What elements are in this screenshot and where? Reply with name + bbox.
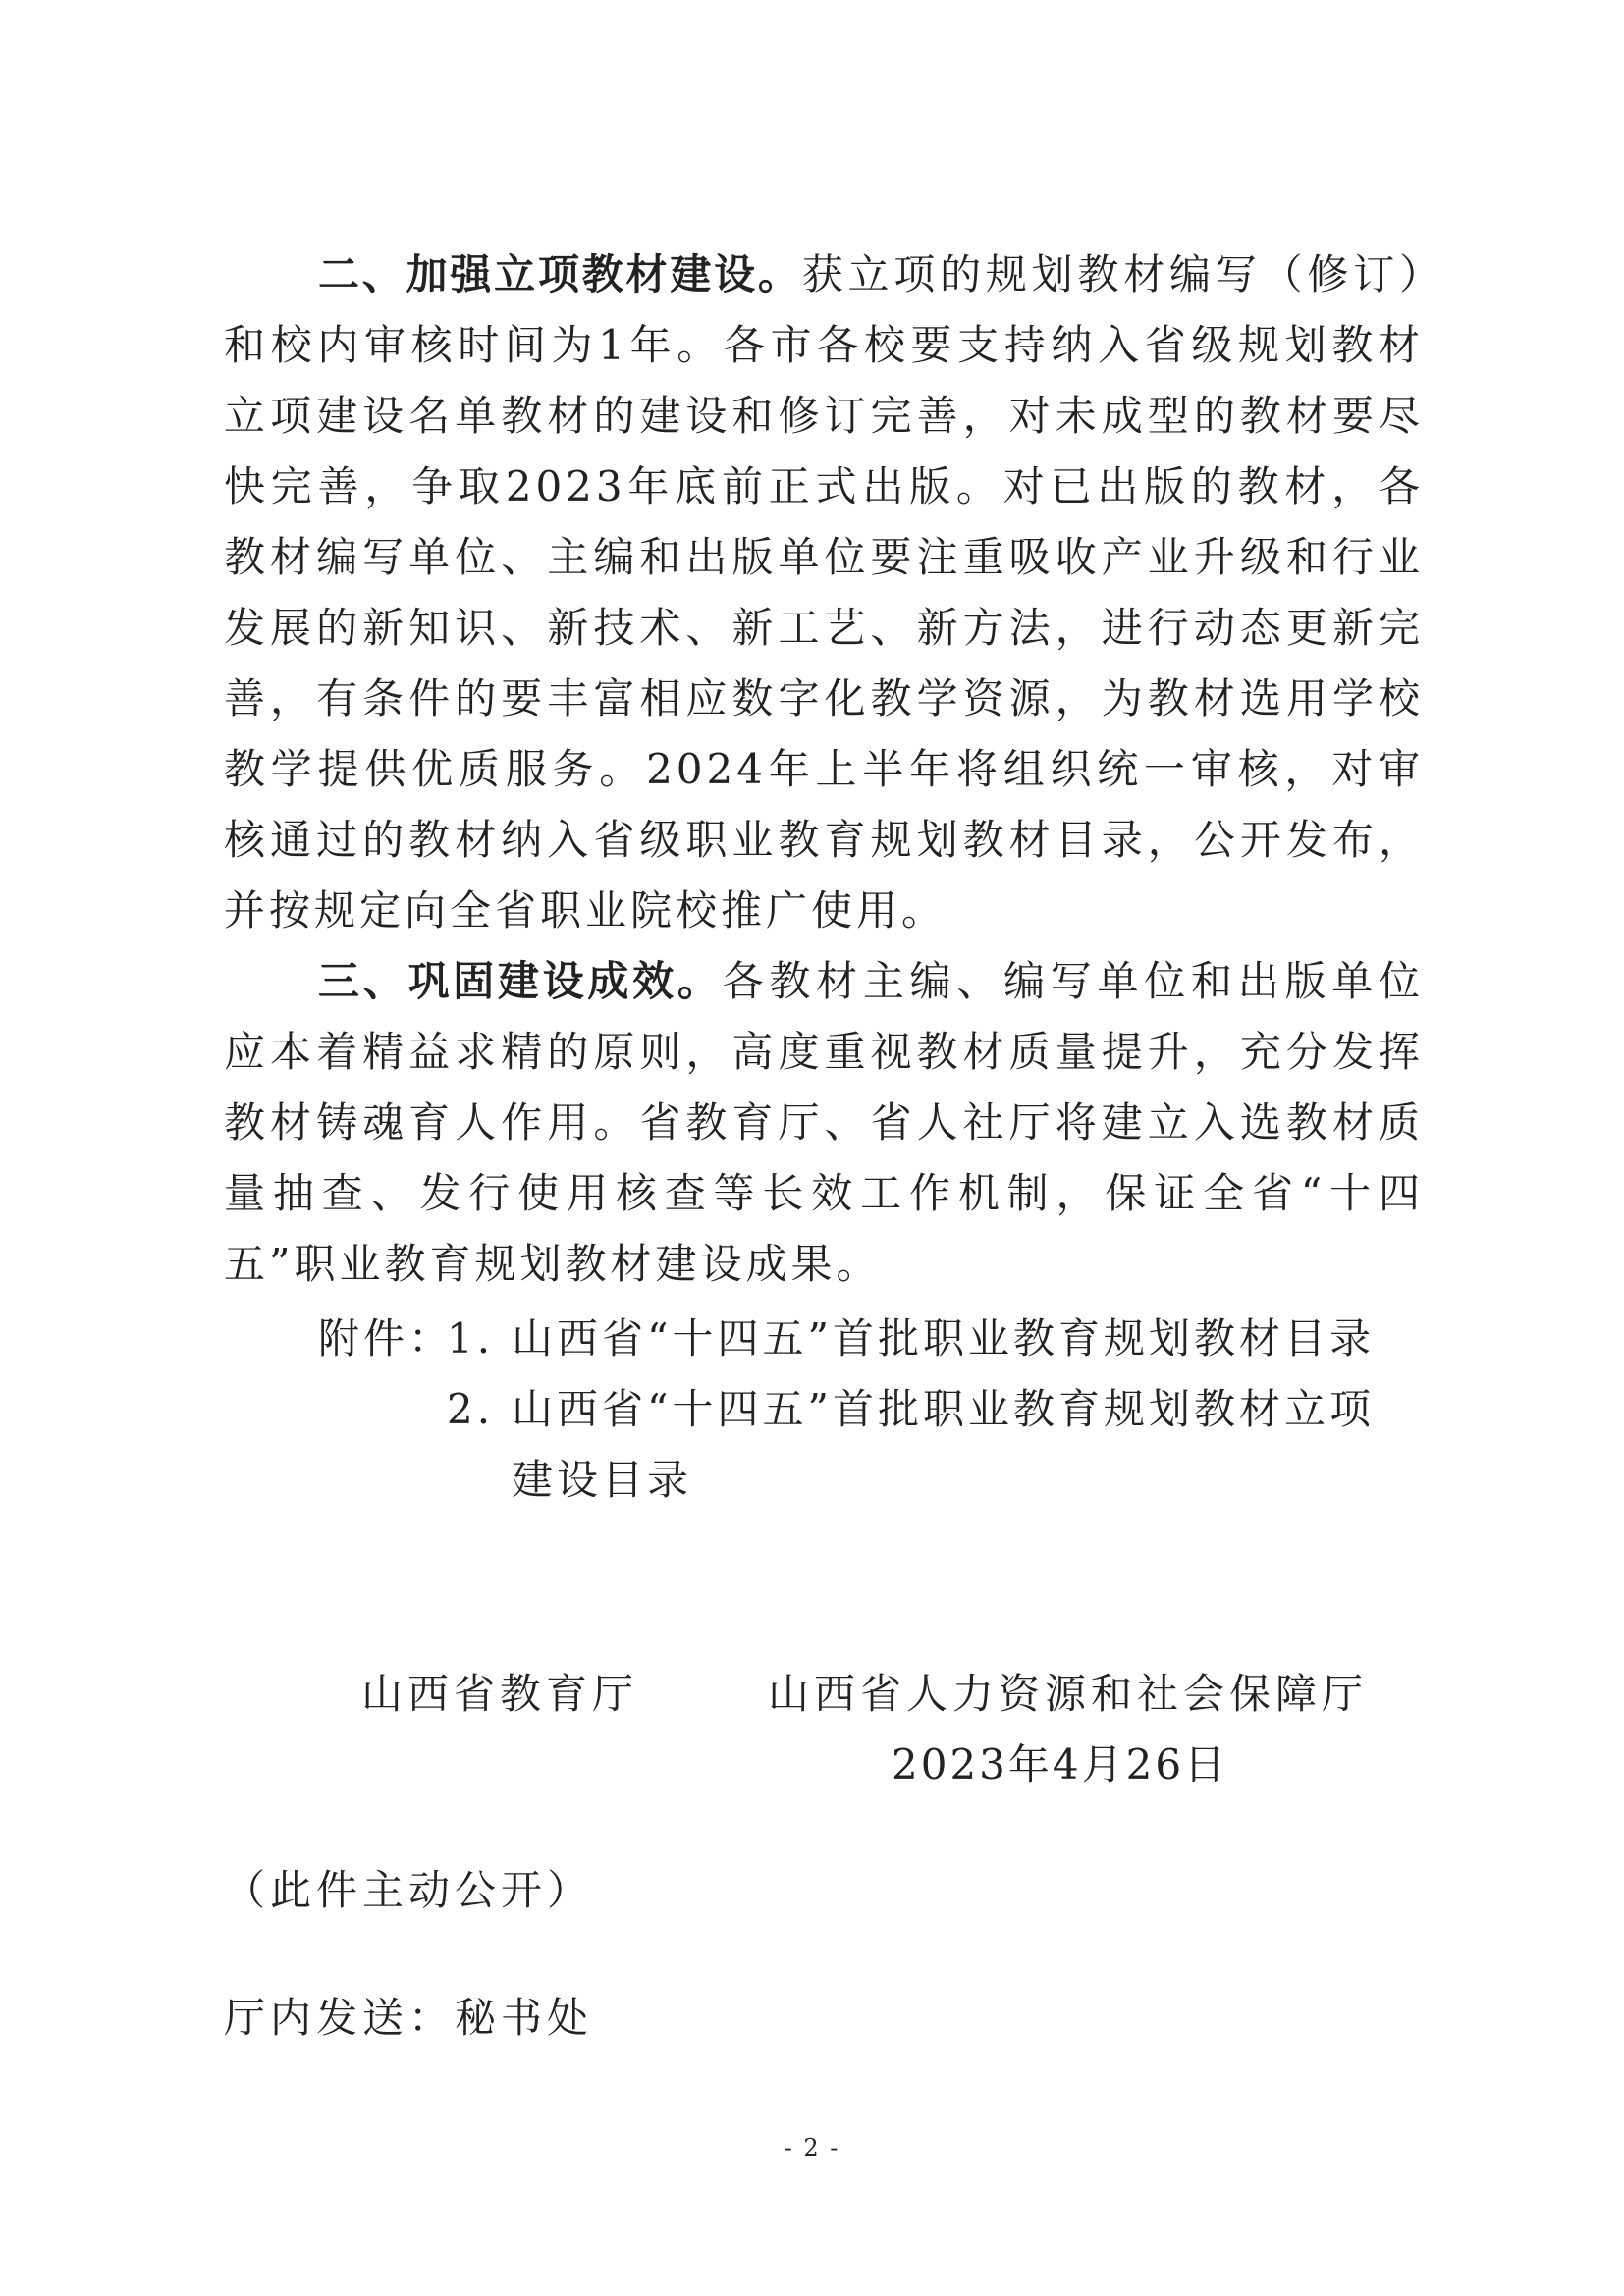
issuer-education-department: 山西省教育厅 bbox=[361, 1670, 639, 1718]
attachment-number: 1. bbox=[447, 1314, 495, 1362]
issue-date: 2023年4月26日 bbox=[892, 1740, 1229, 1789]
disclosure-note: （此件主动公开） bbox=[224, 1866, 594, 1914]
section-heading: 二、加强立项教材建设。 bbox=[318, 250, 802, 298]
attachment-item bbox=[447, 1374, 1419, 1516]
section-strengthen-project-textbooks bbox=[224, 240, 1424, 946]
attachment-item bbox=[447, 1304, 1375, 1374]
attachments-label: 附件： bbox=[318, 1314, 455, 1362]
internal-distribution: 厅内发送：秘书处 bbox=[224, 1994, 594, 2042]
attachment-title: 山西省“十四五”首批职业教育规划教材目录 bbox=[512, 1314, 1375, 1362]
section-body: 获立项的规划教材编写（修订）和校内审核时间为1年。各市各校要支持纳入省级规划教材立项建设名单教材的建设和修订完善，对未成型的教材要尽快完善，争取2023年底前正式出版。对已出版的教材，各教材编写单位、主编和出版单位要注重吸收产业升级和行业发展的新知识、新技术、新工艺、新方法，进行动态更新完善，有条件的要丰富相应数字化教学资源，为教材选用学校教学提供优质服务。2024年上半年将组织统一审核，对审核通过的教材纳入省级职业教育规划教材目录，公开发布，并按规定向全省职业院校推广使用。 bbox=[224, 250, 1424, 934]
section-body: 各教材主编、编写单位和出版单位应本着精益求精的原则，高度重视教材质量提升，充分发挥教材铸魂育人作用。省教育厅、省人社厅将建立入选教材质量抽查、发行使用核查等长效工作机制，保证全省“十四五”职业教育规划教材建设成果。 bbox=[224, 957, 1424, 1288]
section-consolidate-results bbox=[224, 946, 1424, 1300]
issuer-human-resources-department: 山西省人力资源和社会保障厅 bbox=[768, 1670, 1369, 1718]
page-number: - 2 - bbox=[784, 2134, 840, 2162]
section-heading: 三、巩固建设成效。 bbox=[318, 957, 723, 1005]
attachment-number: 2. bbox=[447, 1385, 495, 1433]
attachment-title: 山西省“十四五”首批职业教育规划教材立项建设目录 bbox=[512, 1385, 1375, 1504]
